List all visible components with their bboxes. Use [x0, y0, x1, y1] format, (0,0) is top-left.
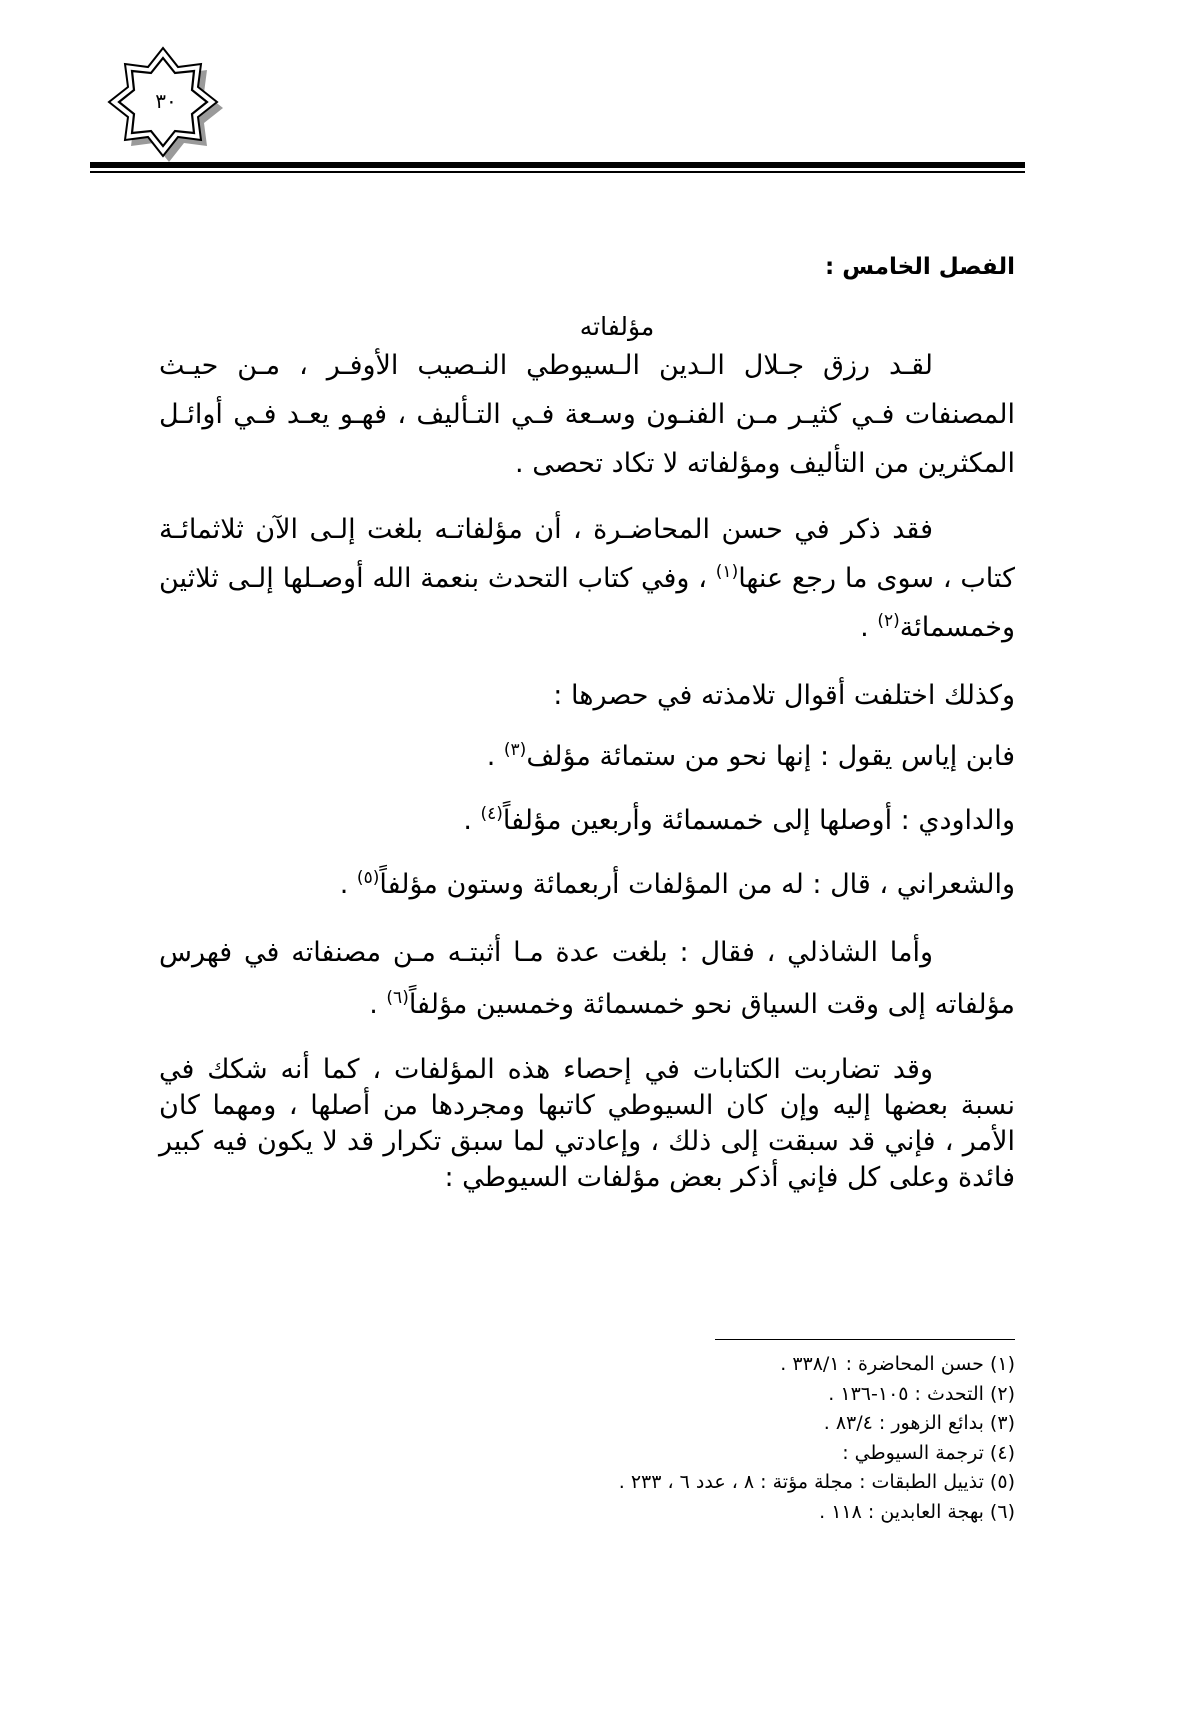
dawoodi-text: والداودي : أوصلها إلى خمسمائة وأربعين مؤلفاً: [502, 805, 1015, 836]
footnote-item: (٥) تذييل الطبقات : مجلة مؤتة : ٨ ، عدد ٦ ، ٢٣٣ .: [618, 1471, 1015, 1493]
ibn-iyas-line: [487, 741, 1015, 772]
paragraph-3-text: وأما الشاذلي ، فقال : بلغت عدة مـا أثبتـه مـن مصنفاته في فهرس مؤلفاته إلى وقت السياق نحو خمسمائة وخمسين مؤلفاً: [159, 937, 1015, 1020]
footnote-ref-6: (٦): [386, 988, 409, 1008]
footnote-item: (٦) بهجة العابدين : ١١٨ .: [819, 1500, 1015, 1523]
dawoodi-line: [463, 805, 1015, 836]
footnote-item: (٤) ترجمة السيوطي :: [842, 1441, 1015, 1464]
footnote-ref-3: (٣): [503, 740, 527, 760]
dawoodi-end: .: [463, 805, 481, 836]
footnote-item: (١) حسن المحاضرة : ٣٣٨/١ .: [780, 1353, 1015, 1375]
chapter-heading: الفصل الخامس :: [825, 254, 1015, 280]
shaarani-end: .: [339, 869, 357, 900]
page-number: ٣٠: [155, 89, 177, 113]
header-rule-thick: [90, 162, 1025, 168]
page-number-badge: [103, 42, 229, 168]
ibn-iyas-end: .: [486, 741, 504, 772]
paragraph-2: [159, 505, 1015, 652]
students-intro-line: وكذلك اختلفت أقوال تلامذته في حصرها :: [553, 680, 1015, 711]
ibn-iyas-text: فابن إياس يقول : إنها نحو من ستمائة مؤلف: [526, 741, 1015, 772]
shaarani-text: والشعراني ، قال : له من المؤلفات أربعمائة وستون مؤلفاً: [379, 869, 1015, 900]
footnote-list: [619, 1350, 1015, 1527]
footnote-ref-4: (٤): [480, 804, 503, 824]
paragraph-3-end: .: [369, 989, 387, 1020]
header-rule-thin: [90, 171, 1025, 173]
footnote-ref-5: (٥): [356, 868, 380, 888]
paragraph-3: [159, 927, 1015, 1031]
footnote-ref-2: (٢): [877, 611, 900, 631]
section-title: مؤلفاته: [579, 312, 655, 341]
paragraph-2-text-b: ، وفي كتاب التحدث بنعمة الله أوصـلها إلـى ثلاثين وخمسمائة: [159, 563, 1015, 643]
shaarani-line: [340, 869, 1015, 900]
footnote-item: (٢) التحدث : ١٠٥-١٣٦ .: [828, 1382, 1015, 1405]
footnote-separator: [715, 1339, 1015, 1340]
paragraph-2-end: .: [860, 612, 878, 643]
footnote-item: (٣) بدائع الزهور : ٨٣/٤ .: [823, 1412, 1015, 1434]
footnote-ref-1: (١): [715, 562, 739, 582]
paragraph-4: وقد تضاربت الكتابات في إحصاء هذه المؤلفات ، كما أنه شكك في نسبة بعضها إليه وإن كان السيوطي كاتبها ومجردها من أصلها ، ومهما كان الأمر ، فإني قد سبقت إلى ذلك ، وإعادتي لما سبق تكرار قد لا يكون فيه كبير فائدة وعلى كل فإني أذكر بعض مؤلفات السيوطي :: [159, 1054, 1015, 1193]
paragraph-2-text-a: فقد ذكر في حسن المحاضـرة ، أن مؤلفاتـه بلغت إلـى الآن ثلاثمائـة كتاب ، سوى ما رجع عنها: [159, 514, 1015, 594]
paragraph-1: لقـد رزق جـلال الـدين الـسيوطي النـصيب الأوفـر ، مـن حيـث المصنفات فـي كثيـر مـن الفنـون وسـعة فـي التـأليف ، فهـو يعـد فـي أوائـل المكثرين من التأليف ومؤلفاته لا تكاد تحصى .: [159, 350, 1015, 479]
